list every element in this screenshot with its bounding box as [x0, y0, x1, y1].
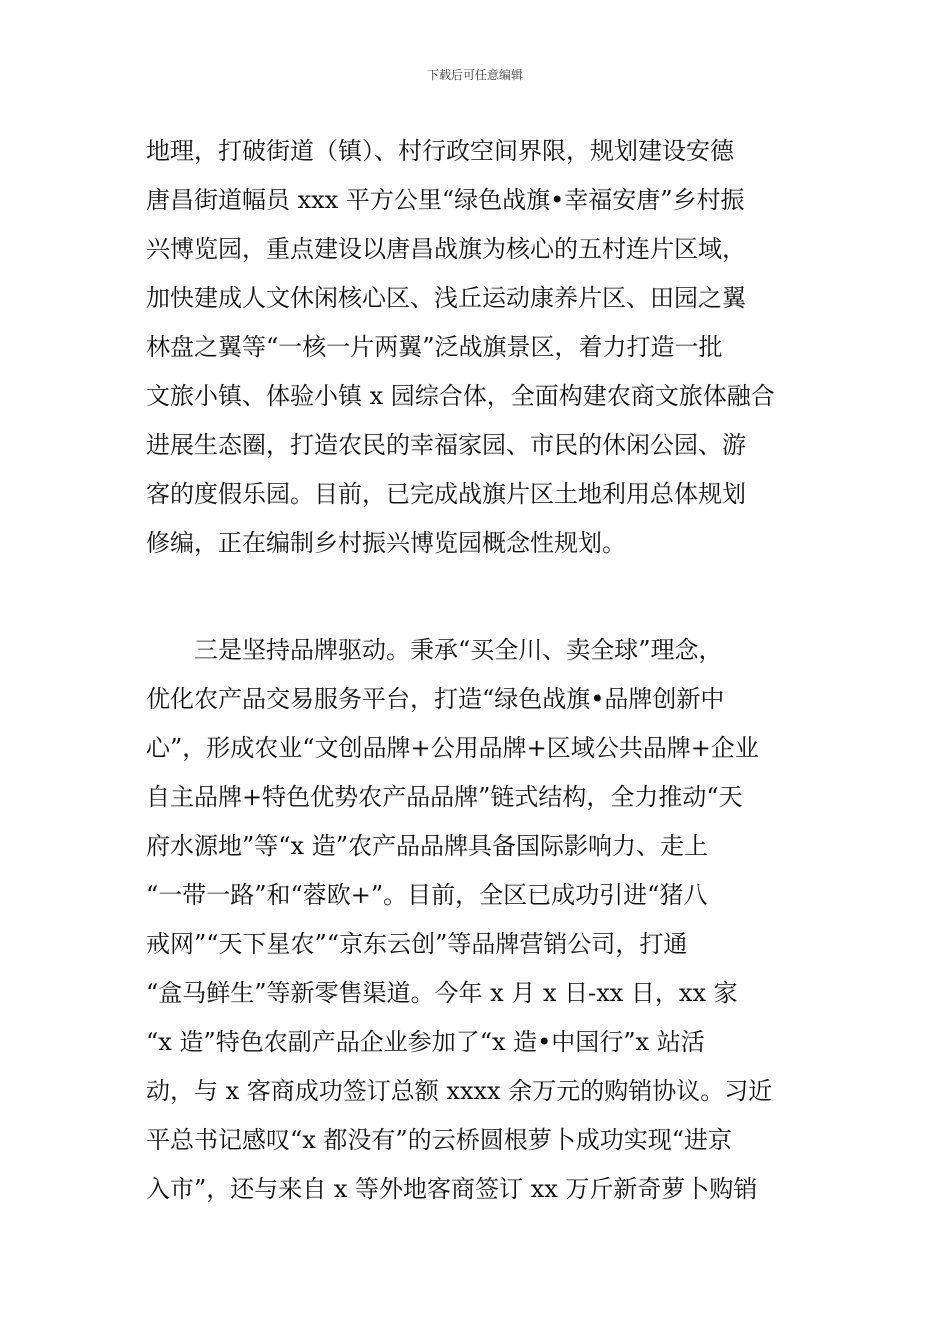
text-line: 地理，打破街道（镇）、村行政空间界限，规划建设安德 — [146, 137, 734, 165]
text-line: 唐昌街道幅员 xxx 平方公里“绿色战旗•幸福安唐”乡村振 — [146, 186, 745, 214]
text-line: 优化农产品交易服务平台，打造“绿色战旗•品牌创新中 — [146, 685, 725, 713]
paragraph-1 — [146, 127, 816, 568]
text-line: 戒网”“天下星农”“京东云创”等品牌营销公司，打通 — [146, 930, 688, 958]
text-line: 自主品牌+特色优势农产品品牌”链式结构，全力推动“天 — [146, 783, 743, 811]
text-line: 加快建成人文休闲核心区、浅丘运动康养片区、田园之翼 — [146, 284, 746, 312]
text-line: 府水源地”等“x 造”农产品品牌具备国际影响力、走上 — [146, 832, 708, 860]
text-line: 修编，正在编制乡村振兴博览园概念性规划。 — [146, 529, 626, 557]
text-line: 平总书记感叹“x 都没有”的云桥圆根萝卜成功实现“进京 — [146, 1126, 732, 1154]
text-line: 三是坚持品牌驱动。秉承“买全川、卖全球”理念， — [146, 636, 723, 664]
text-line: 进展生态圈，打造农民的幸福家园、市民的休闲公园、游 — [146, 431, 746, 459]
text-line: 林盘之翼等“一核一片两翼”泛战旗景区，着力打造一批 — [146, 333, 723, 361]
text-line: 入市”，还与来自 x 等外地客商签订 xx 万斤新奇萝卜购销 — [146, 1175, 758, 1203]
text-line: “一带一路”和“蓉欧+”。目前，全区已成功引进“猪八 — [146, 881, 708, 909]
page-header: 下载后可任意编辑 — [426, 68, 523, 82]
text-line: 客的度假乐园。目前，已完成战旗片区土地利用总体规划 — [146, 480, 746, 508]
text-line: “盒马鲜生”等新零售渠道。今年 x 月 x 日-xx 日，xx 家 — [146, 979, 738, 1007]
text-line: 心”，形成农业“文创品牌+公用品牌+区域公共品牌+企业 — [146, 734, 759, 762]
text-line: 兴博览园，重点建设以唐昌战旗为核心的五村连片区域， — [146, 235, 746, 263]
text-line: 文旅小镇、体验小镇 x 园综合体，全面构建农商文旅体融合 — [146, 382, 775, 410]
text-line: “x 造”特色农副产品企业参加了“x 造•中国行”x 站活 — [146, 1028, 705, 1056]
paragraph-2 — [146, 626, 816, 1214]
text-line: 动，与 x 客商成功签订总额 xxxx 余万元的购销协议。习近 — [146, 1077, 773, 1105]
